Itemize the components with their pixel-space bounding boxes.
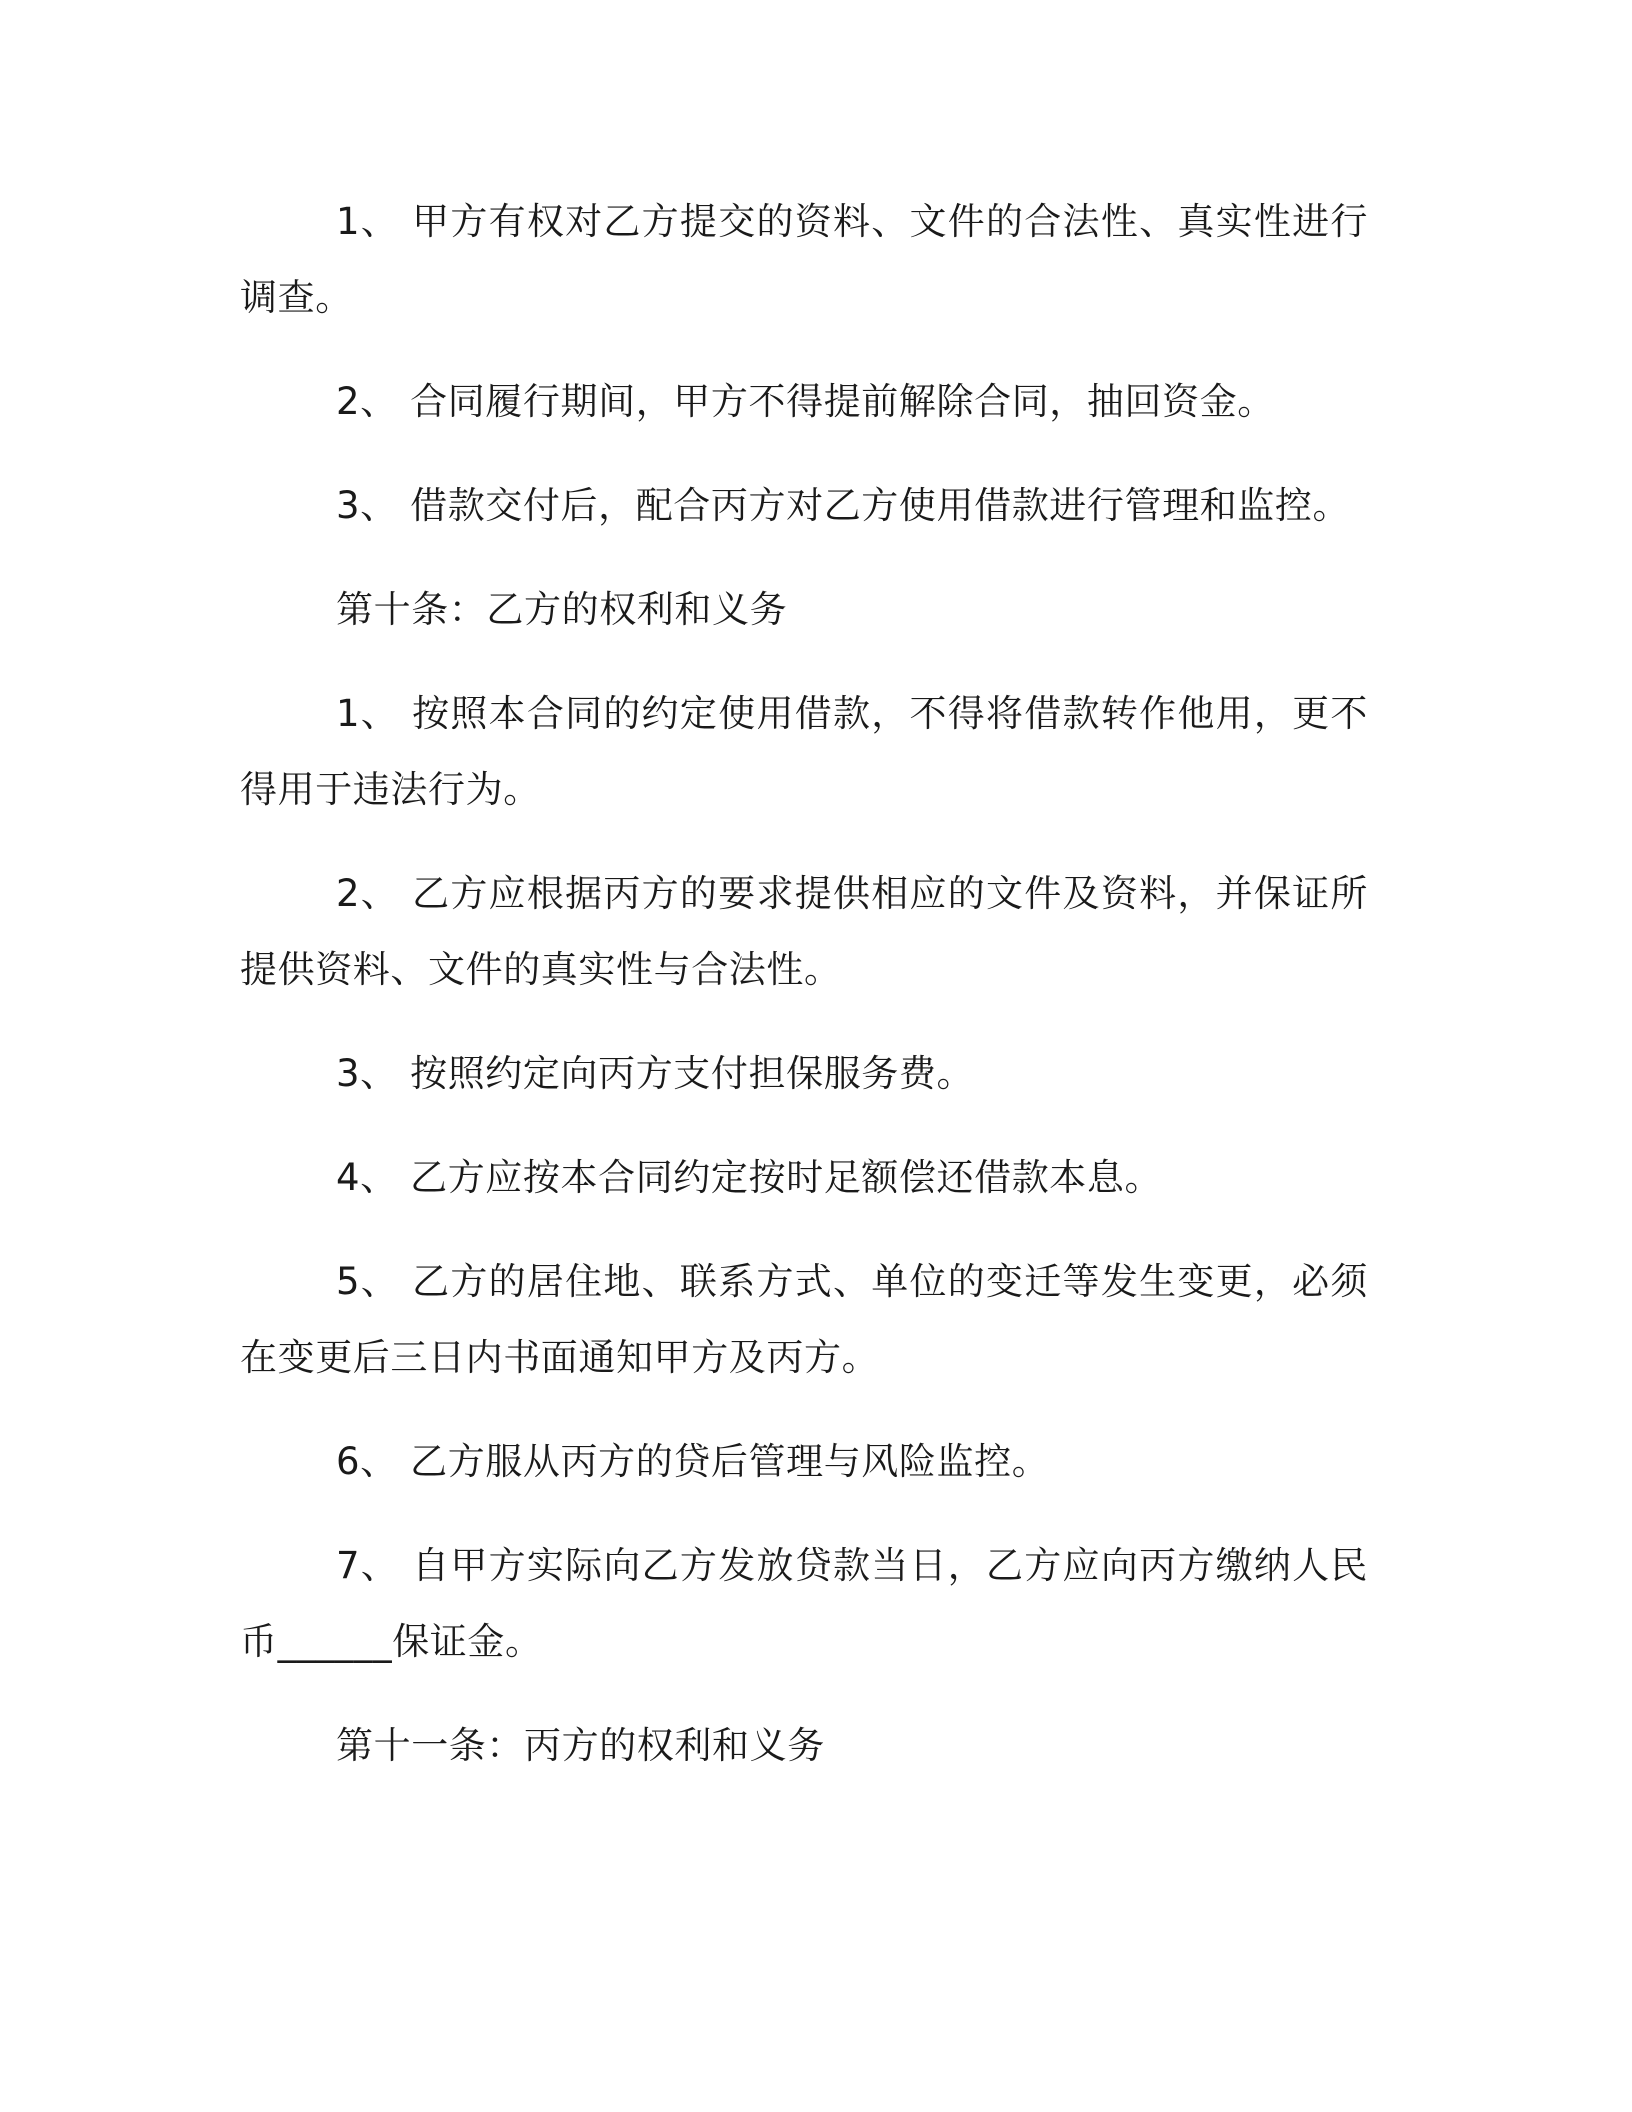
- document-body: [240, 184, 1368, 1812]
- clause-10-item-4: 4、 乙方应按本合同约定按时足额偿还借款本息。: [336, 1156, 1163, 1199]
- clause-11-heading: 第十一条：丙方的权利和义务: [336, 1724, 825, 1767]
- clause-10-item-5: 5、 乙方的居住地、联系方式、单位的变迁等发生变更，必须在变更后三日内书面通知甲方及丙方。: [240, 1260, 1368, 1379]
- clause-9-item-1: 1、 甲方有权对乙方提交的资料、文件的合法性、真实性进行调查。: [240, 200, 1368, 319]
- clause-9-item-2: 2、 合同履行期间，甲方不得提前解除合同，抽回资金。: [336, 380, 1275, 423]
- clause-9-item-3: 3、 借款交付后，配合丙方对乙方使用借款进行管理和监控。: [336, 484, 1351, 527]
- clause-10-item-1: 1、 按照本合同的约定使用借款，不得将借款转作他用，更不得用于违法行为。: [240, 692, 1368, 811]
- clause-10-item-7: 7、 自甲方实际向乙方发放贷款当日，乙方应向丙方缴纳人民币______保证金。: [240, 1544, 1368, 1663]
- clause-10-item-2: 2、 乙方应根据丙方的要求提供相应的文件及资料，并保证所提供资料、文件的真实性与合法性。: [240, 872, 1368, 991]
- clause-10-item-3: 3、 按照约定向丙方支付担保服务费。: [336, 1052, 975, 1095]
- clause-10-item-6: 6、 乙方服从丙方的贷后管理与风险监控。: [336, 1440, 1050, 1483]
- clause-10-heading: 第十条：乙方的权利和义务: [336, 588, 788, 631]
